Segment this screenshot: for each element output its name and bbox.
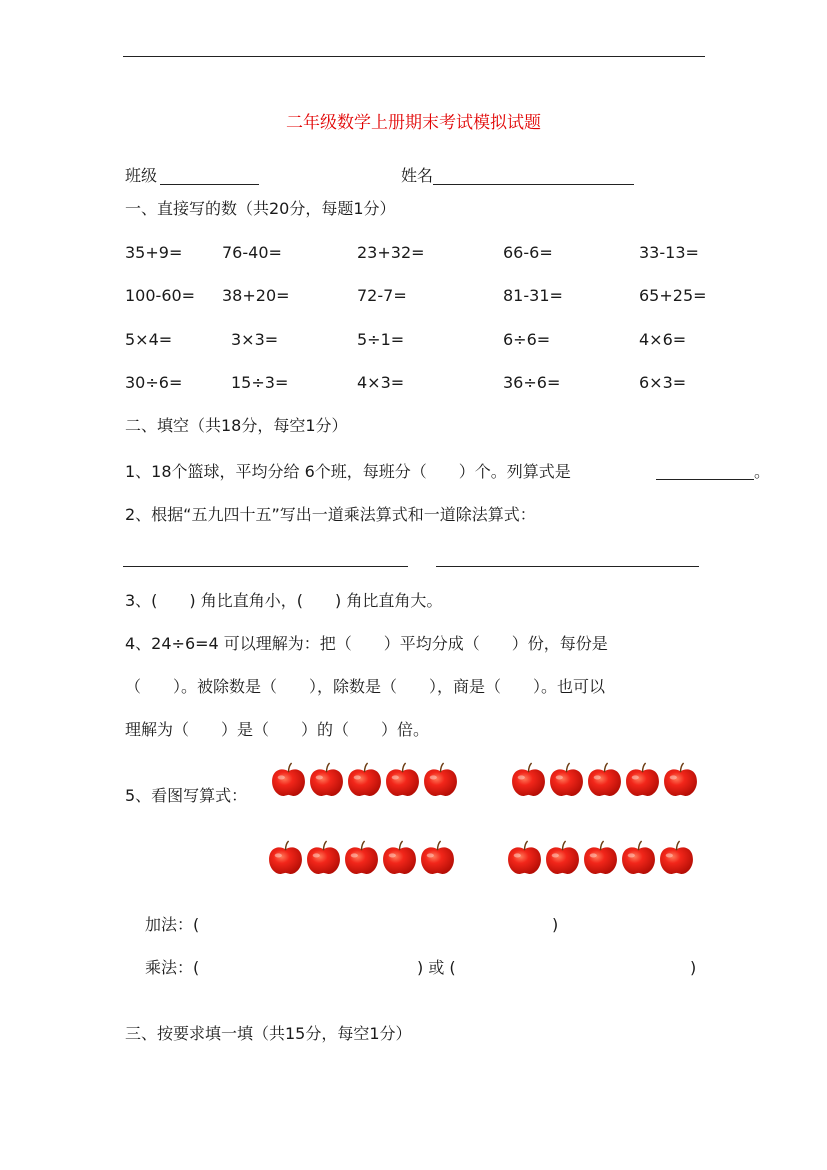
problem: 15÷3= <box>231 373 289 392</box>
apple-group-top-right <box>510 762 702 800</box>
problem: 6÷6= <box>503 330 551 349</box>
question-4-line-3: 理解为（ ）是（ ）的（ ）倍。 <box>125 720 430 739</box>
question-4-line-1: 4、24÷6=4 可以理解为：把（ ）平均分成（ ）份，每份是 <box>125 634 608 653</box>
red-apple-icon <box>272 763 305 796</box>
problem: 4×3= <box>357 373 405 392</box>
multiplication-close: ) <box>690 958 697 977</box>
question-1: 1、18个篮球，平均分给 6个班，每班分（ ）个。列算式是 <box>125 462 571 481</box>
q2-division-field[interactable] <box>436 566 699 567</box>
q1-answer-field[interactable] <box>656 479 754 480</box>
problem: 5×4= <box>125 330 173 349</box>
question-5: 5、看图写算式： <box>125 786 248 805</box>
problem: 81-31= <box>503 286 563 305</box>
question-3: 3、( ) 角比直角小，( ) 角比直角大。 <box>125 591 443 610</box>
red-apple-icon <box>310 763 343 796</box>
problem: 3×3= <box>231 330 279 349</box>
name-field[interactable] <box>433 184 634 185</box>
problem: 35+9= <box>125 243 183 262</box>
apple-group-top-left <box>270 762 462 800</box>
red-apple-icon <box>664 763 697 796</box>
problem: 38+20= <box>222 286 290 305</box>
red-apple-icon <box>626 763 659 796</box>
section2-heading: 二、填空（共18分，每空1分） <box>125 416 348 435</box>
multiplication-mid: ) 或 ( <box>417 958 456 977</box>
problem: 30÷6= <box>125 373 183 392</box>
red-apple-icon <box>660 841 693 874</box>
q1-period: 。 <box>754 462 771 481</box>
red-apple-icon <box>345 841 378 874</box>
top-rule <box>123 56 705 57</box>
red-apple-icon <box>307 841 340 874</box>
problem: 65+25= <box>639 286 707 305</box>
class-field[interactable] <box>160 184 259 185</box>
red-apple-icon <box>546 841 579 874</box>
red-apple-icon <box>269 841 302 874</box>
red-apple-icon <box>588 763 621 796</box>
name-label: 姓名 <box>401 166 434 185</box>
problem: 5÷1= <box>357 330 405 349</box>
problem: 36÷6= <box>503 373 561 392</box>
problem: 33-13= <box>639 243 699 262</box>
red-apple-icon <box>508 841 541 874</box>
q2-multiplication-field[interactable] <box>123 566 408 567</box>
question-2: 2、根据“五九四十五”写出一道乘法算式和一道除法算式： <box>125 505 536 524</box>
addition-label: 加法：( <box>145 915 200 934</box>
red-apple-icon <box>386 763 419 796</box>
section1-heading: 一、直接写的数（共20分，每题1分） <box>125 199 396 218</box>
red-apple-icon <box>383 841 416 874</box>
red-apple-icon <box>512 763 545 796</box>
problem: 100-60= <box>125 286 196 305</box>
apple-group-bottom-right <box>506 840 698 878</box>
question-4-line-2: （ ）。被除数是（ ），除数是（ ），商是（ ）。也可以 <box>125 677 606 696</box>
problem: 66-6= <box>503 243 553 262</box>
problem: 76-40= <box>222 243 282 262</box>
red-apple-icon <box>584 841 617 874</box>
class-label: 班级 <box>125 166 158 185</box>
multiplication-label: 乘法：( <box>145 958 200 977</box>
red-apple-icon <box>622 841 655 874</box>
red-apple-icon <box>421 841 454 874</box>
problem: 72-7= <box>357 286 407 305</box>
problem: 23+32= <box>357 243 425 262</box>
problem: 6×3= <box>639 373 687 392</box>
apple-group-bottom-left <box>267 840 459 878</box>
addition-close: ) <box>552 915 559 934</box>
red-apple-icon <box>348 763 381 796</box>
problem: 4×6= <box>639 330 687 349</box>
red-apple-icon <box>424 763 457 796</box>
page-title: 二年级数学上册期末考试模拟试题 <box>286 113 541 133</box>
red-apple-icon <box>550 763 583 796</box>
section3-heading: 三、按要求填一填（共15分，每空1分） <box>125 1024 412 1043</box>
